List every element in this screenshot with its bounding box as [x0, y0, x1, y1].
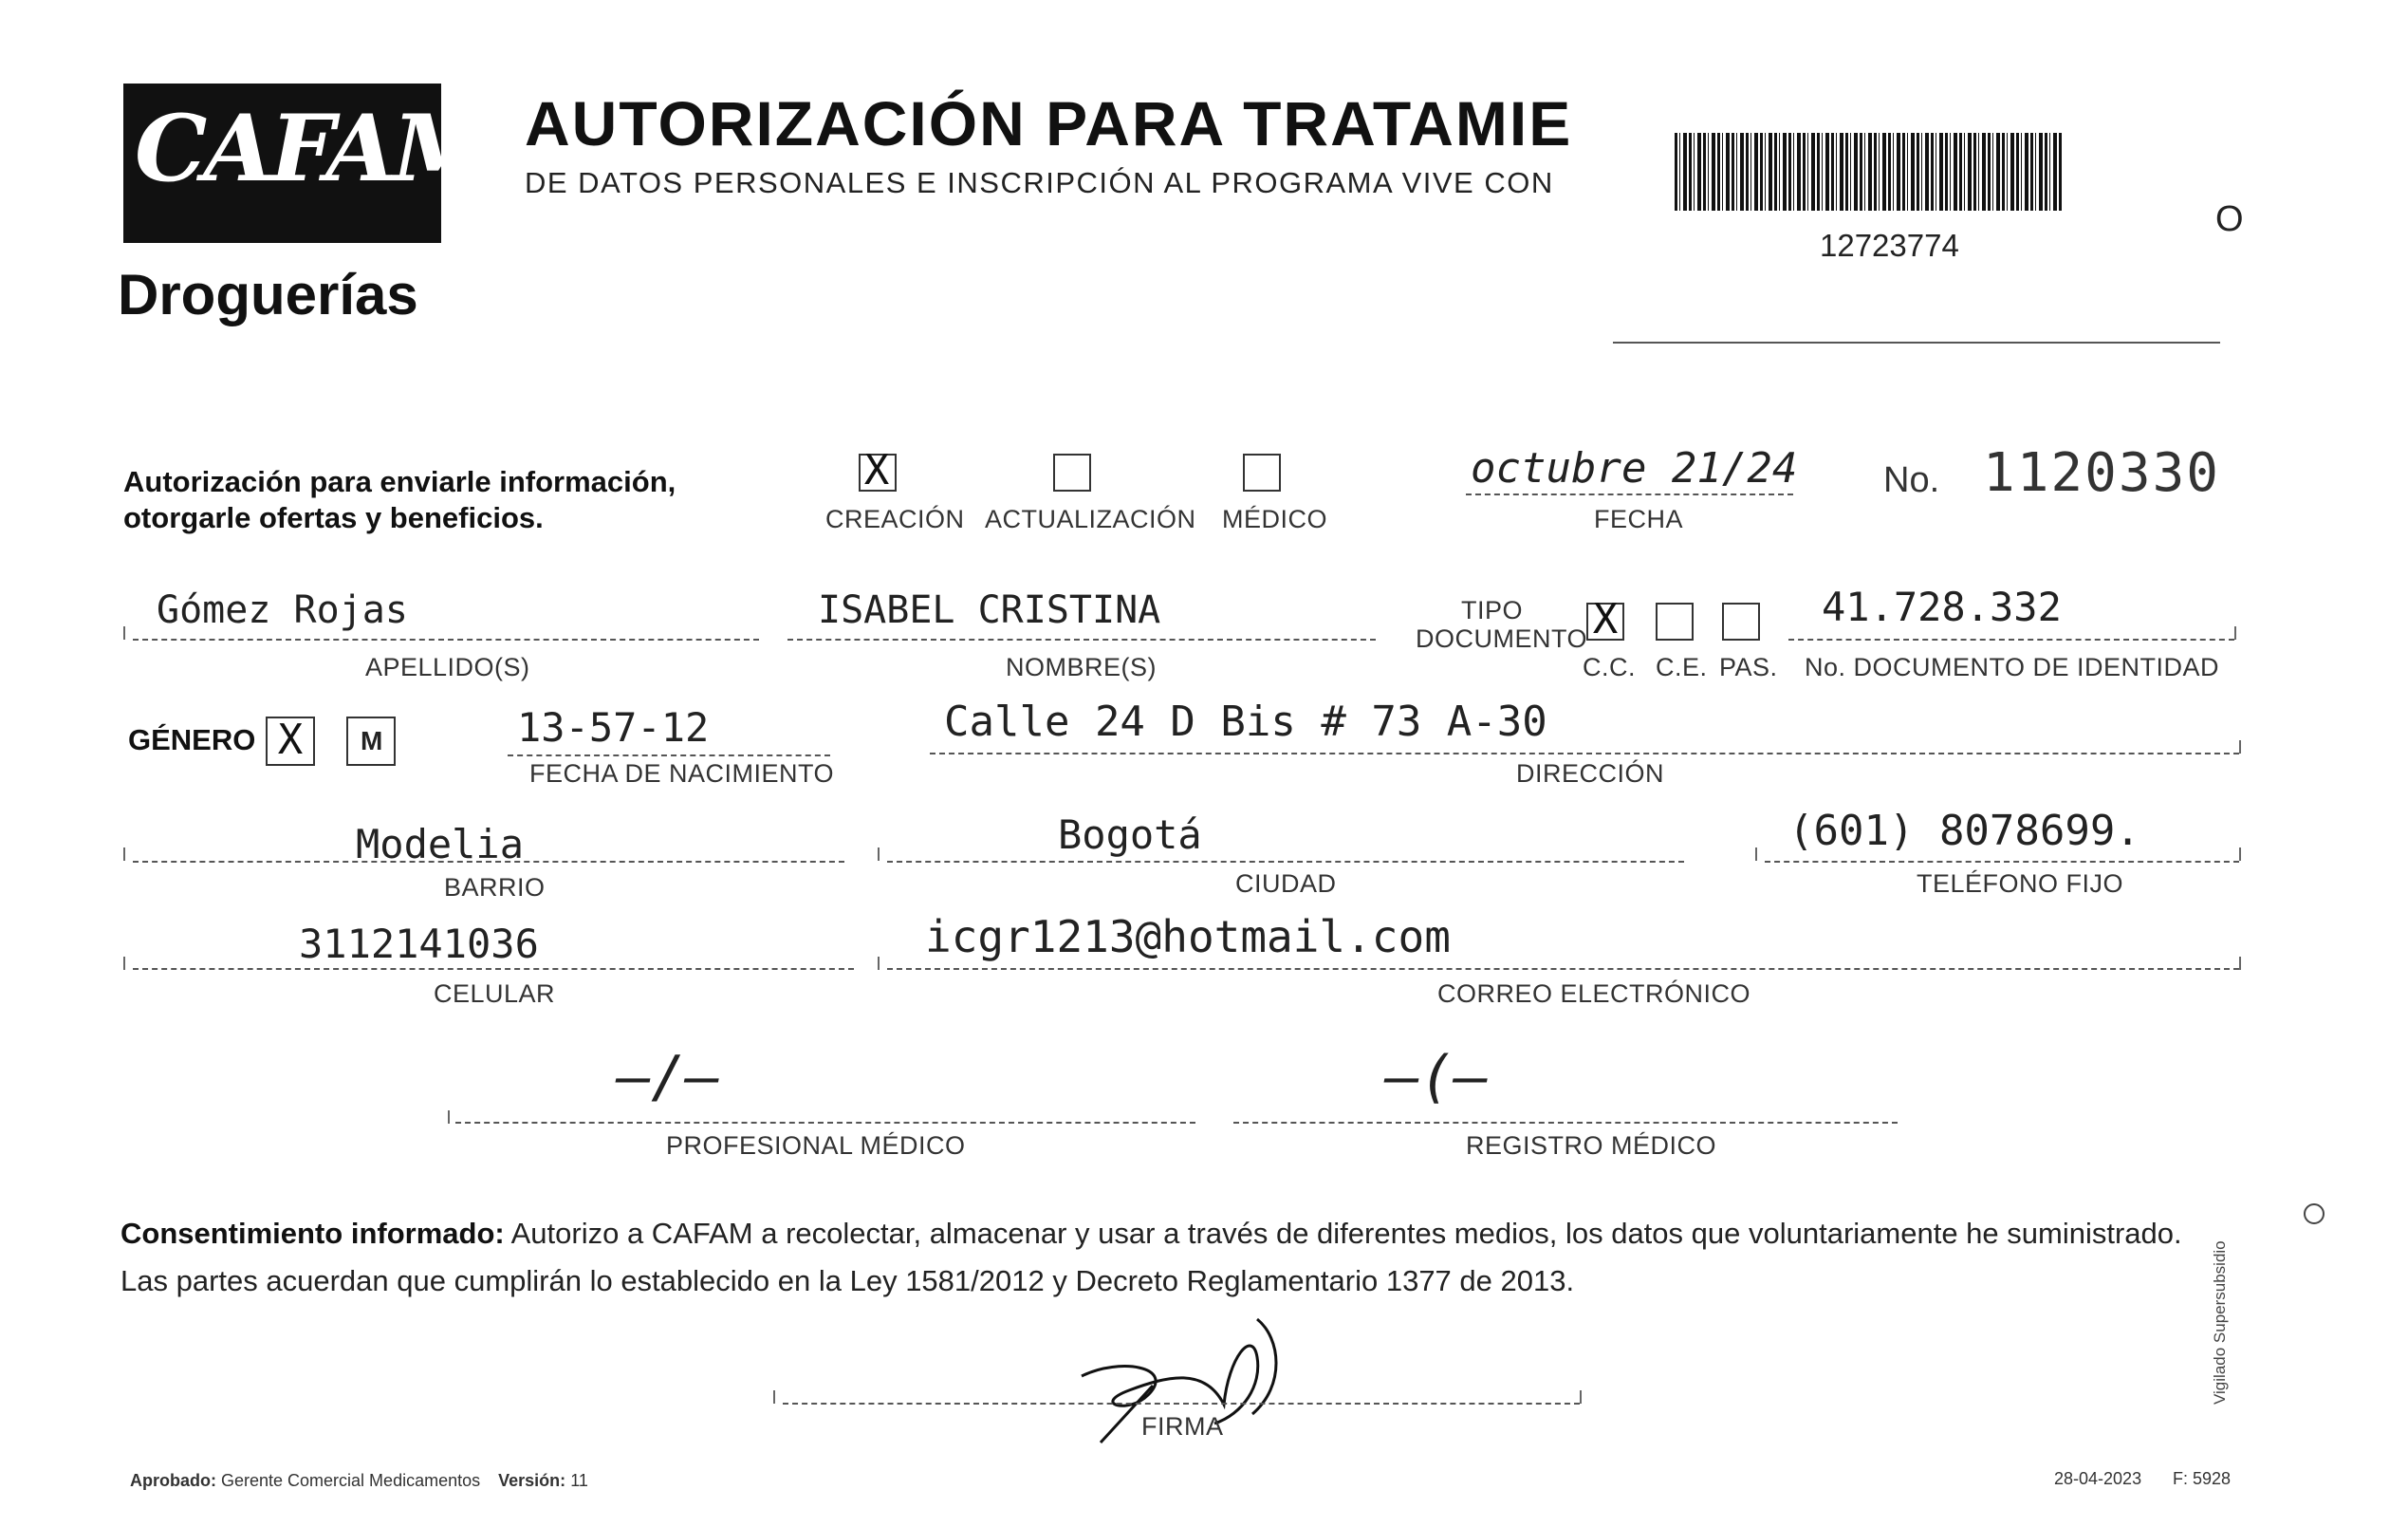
fecha-nacimiento-value[interactable]: 13-57-12 — [517, 704, 710, 751]
supersubsidio-seal-icon — [2304, 1203, 2325, 1224]
medico-label: MÉDICO — [1222, 505, 1327, 533]
nombres-label: NOMBRE(S) — [1006, 653, 1157, 681]
aprobado-value: Gerente Comercial Medicamentos — [221, 1471, 481, 1490]
consent-text-1: Autorizo a CAFAM a recolectar, almacenar y usar a través de diferentes medios, los datos que voluntariamente he suministrado. — [504, 1217, 2182, 1250]
registro-medico-line — [1233, 1122, 1898, 1124]
documento-line — [1788, 639, 2234, 641]
telefono-line — [1765, 861, 2239, 863]
ciudad-value[interactable]: Bogotá — [1058, 811, 1202, 858]
version-value: 11 — [570, 1471, 588, 1490]
barcode-number: 12723774 — [1820, 228, 1959, 263]
profesional-medico-label: PROFESIONAL MÉDICO — [666, 1131, 966, 1160]
row3-tick-mid — [878, 847, 880, 861]
direccion-value[interactable]: Calle 24 D Bis # 73 A-30 — [944, 698, 1547, 746]
firma-tick-left — [773, 1390, 775, 1404]
ce-label: C.E. — [1656, 653, 1708, 681]
actualizacion-label: ACTUALIZACIÓN — [985, 505, 1196, 533]
consent-text-2: Las partes acuerdan que cumplirán lo establecido en la Ley 1581/2012 y Decreto Reglamentario 1377 de 2013. — [120, 1264, 1575, 1297]
medico-checkbox[interactable] — [1243, 454, 1281, 492]
genero-m-label: M — [361, 726, 383, 755]
aprobado-label: Aprobado: — [130, 1471, 216, 1490]
correo-label: CORREO ELECTRÓNICO — [1437, 979, 1751, 1008]
genero-label: GÉNERO — [128, 723, 256, 756]
firma-line — [783, 1403, 1580, 1405]
ce-checkbox[interactable] — [1656, 603, 1694, 641]
firma-label: FIRMA — [1141, 1412, 1224, 1441]
fecha-nacimiento-line — [508, 754, 830, 756]
correo-line — [887, 968, 2239, 970]
nombres-value[interactable]: ISABEL CRISTINA — [818, 588, 1161, 632]
row4-tick-right — [2239, 957, 2241, 970]
barrio-line — [133, 861, 844, 863]
fecha-value[interactable]: octubre 21/24 — [1471, 444, 1798, 493]
consent-heading: Consentimiento informado: — [120, 1217, 505, 1250]
row1-tick-left — [123, 626, 125, 640]
row4-tick-left — [123, 957, 125, 970]
genero-f-check-mark: X — [277, 716, 304, 764]
ciudad-label: CIUDAD — [1235, 869, 1337, 898]
registro-medico-label: REGISTRO MÉDICO — [1466, 1131, 1717, 1160]
row4-tick-mid — [878, 957, 880, 970]
consent-paragraph — [120, 1210, 2265, 1305]
celular-label: CELULAR — [434, 979, 556, 1008]
direccion-line — [930, 753, 2239, 754]
documento-value[interactable]: 41.728.332 — [1822, 584, 2062, 630]
footer-code: F: 5928 — [2173, 1469, 2232, 1488]
row3-tick-left — [123, 847, 125, 861]
apellidos-label: APELLIDO(S) — [365, 653, 530, 681]
intro-line-1: Autorización para enviarle información, — [123, 465, 676, 498]
celular-line — [133, 968, 854, 970]
apellidos-value[interactable]: Gómez Rojas — [157, 588, 408, 632]
consent-line-1 — [120, 1210, 2265, 1257]
celular-value[interactable]: 3112141036 — [299, 921, 539, 967]
actualizacion-checkbox[interactable] — [1053, 454, 1091, 492]
version-label: Versión: — [498, 1471, 566, 1490]
profesional-medico-line — [455, 1122, 1195, 1124]
row1-tick-right — [2234, 626, 2236, 640]
creacion-check-mark: X — [863, 446, 890, 494]
telefono-label: TELÉFONO FIJO — [1917, 869, 2124, 898]
fecha-nacimiento-label: FECHA DE NACIMIENTO — [529, 759, 835, 788]
tipo-label-2: DOCUMENTO — [1416, 624, 1588, 653]
logo-text: CAFAM — [135, 95, 491, 202]
tipo-label-1: TIPO — [1461, 596, 1524, 624]
cc-label: C.C. — [1583, 653, 1636, 681]
fecha-label: FECHA — [1594, 505, 1684, 533]
creacion-label: CREACIÓN — [825, 505, 965, 533]
row5-tick-left — [448, 1110, 450, 1124]
pas-checkbox[interactable] — [1722, 603, 1760, 641]
fecha-line — [1466, 493, 1793, 495]
row3-tick-right — [2239, 847, 2241, 861]
registro-medico-value[interactable]: —(— — [1385, 1044, 1489, 1110]
document-title: AUTORIZACIÓN PARA TRATAMIE — [525, 88, 1573, 158]
header-rule — [1613, 342, 2220, 344]
row2-tick-right — [2239, 740, 2241, 754]
document-subtitle: DE DATOS PERSONALES E INSCRIPCIÓN AL PROGRAMA VIVE CON — [525, 166, 1554, 199]
pas-label: PAS. — [1719, 653, 1778, 681]
form-number-label: No. — [1883, 460, 1940, 500]
nombres-line — [787, 639, 1376, 641]
correo-value[interactable]: icgr1213@hotmail.com — [925, 911, 1451, 962]
barcode — [1675, 133, 2064, 211]
side-watermark: Vigilado Supersubsidio — [2211, 1240, 2229, 1405]
corner-mark: O — [2215, 199, 2244, 239]
barrio-value[interactable]: Modelia — [356, 821, 525, 867]
telefono-value[interactable]: (601) 8078699. — [1788, 807, 2140, 855]
brand-subtitle: Droguerías — [118, 263, 418, 326]
form-number-value: 1120330 — [1983, 442, 2221, 504]
ciudad-line — [887, 861, 1684, 863]
firma-tick-right — [1580, 1390, 1582, 1404]
direccion-label: DIRECCIÓN — [1516, 759, 1665, 788]
footer-date: 28-04-2023 — [2054, 1469, 2142, 1488]
intro-line-2: otorgarle ofertas y beneficios. — [123, 501, 544, 534]
profesional-medico-value[interactable]: —/— — [617, 1044, 720, 1110]
cc-check-mark: X — [1592, 595, 1619, 643]
row3-tick-phone — [1755, 847, 1757, 861]
barrio-label: BARRIO — [444, 873, 546, 902]
footer-approval — [130, 1471, 588, 1491]
documento-label: No. DOCUMENTO DE IDENTIDAD — [1805, 653, 2220, 681]
apellidos-line — [133, 639, 759, 641]
